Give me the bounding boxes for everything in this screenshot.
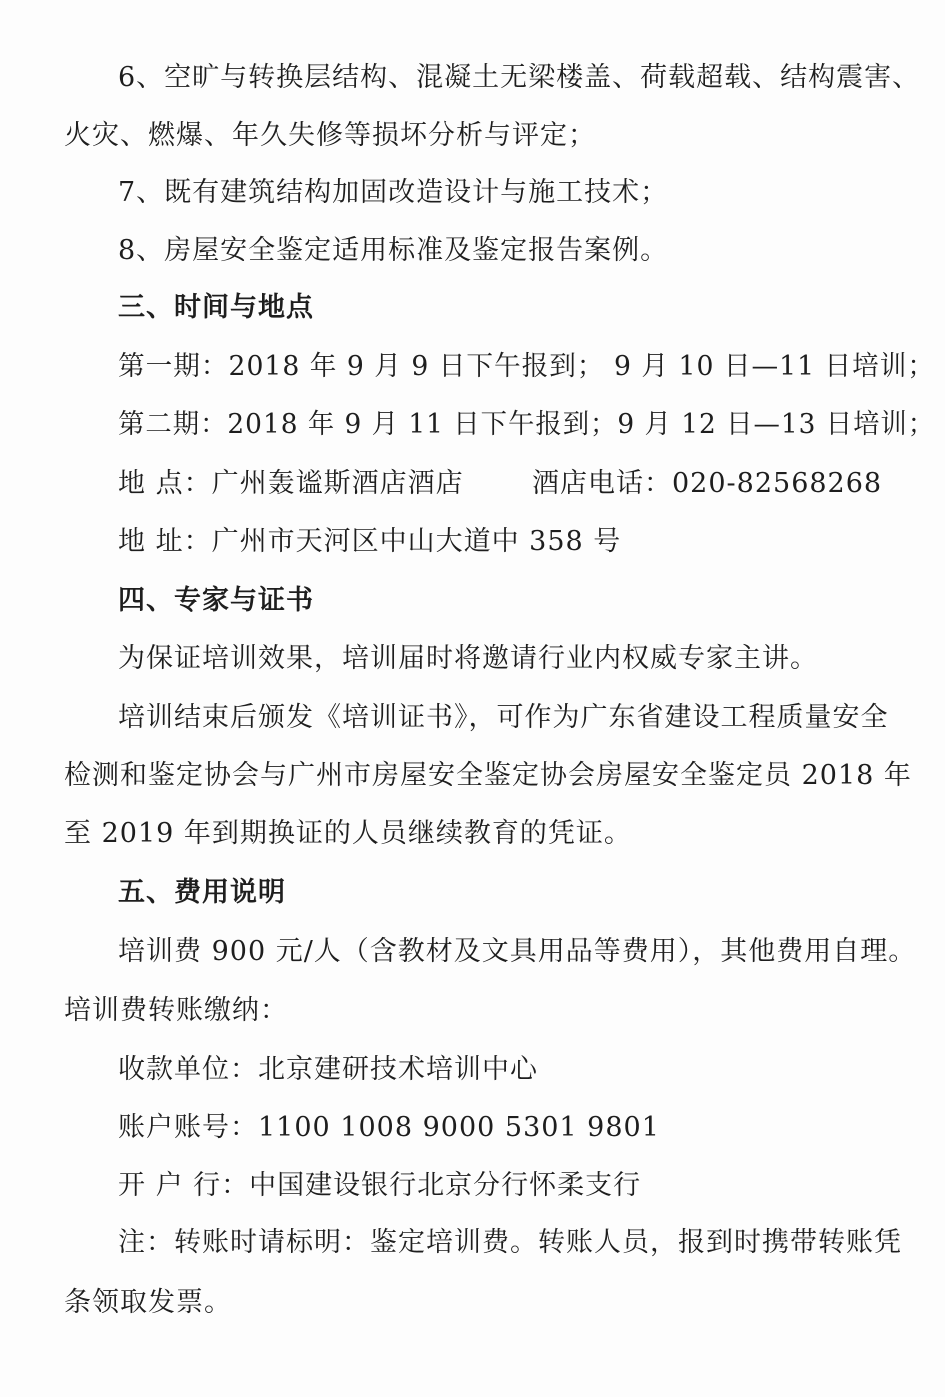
certificate-line-3: 至 2019 年到期换证的人员继续教育的凭证。 xyxy=(64,818,632,849)
certificate-line-1: 培训结束后颁发《培训证书》，可作为广东省建设工程质量安全 xyxy=(118,702,889,733)
section-3-heading: 三、时间与地点 xyxy=(118,292,314,323)
hotel-phone: 酒店电话：020-82568268 xyxy=(532,468,883,499)
item-7: 7、既有建筑结构加固改造设计与施工技术； xyxy=(118,177,669,208)
section-5-heading: 五、费用说明 xyxy=(118,877,286,908)
note-line-1: 注：转账时请标明：鉴定培训费。转账人员，报到时携带转账凭 xyxy=(118,1227,902,1258)
section-4-heading: 四、专家与证书 xyxy=(118,585,314,616)
item-6-line-2: 火灾、燃爆、年久失修等损坏分析与评定； xyxy=(64,120,596,151)
item-6-line-1: 6、空旷与转换层结构、混凝土无梁楼盖、荷载超载、结构震害、 xyxy=(118,62,921,93)
fee-line-2: 培训费转账缴纳： xyxy=(64,995,288,1026)
payee: 收款单位：北京建研技术培训中心 xyxy=(118,1054,538,1085)
fee-line-1: 培训费 900 元/人（含教材及文具用品等费用），其他费用自理。 xyxy=(118,936,917,967)
bank-name: 开 户 行：中国建设银行北京分行怀柔支行 xyxy=(118,1170,642,1201)
phase-1: 第一期：2018 年 9 月 9 日下午报到； 9 月 10 日—11 日培训； xyxy=(118,351,936,382)
expert-line: 为保证培训效果，培训届时将邀请行业内权威专家主讲。 xyxy=(118,643,818,674)
address: 地 址：广州市天河区中山大道中 358 号 xyxy=(118,526,622,557)
certificate-line-2: 检测和鉴定协会与广州市房屋安全鉴定协会房屋安全鉴定员 2018 年 xyxy=(64,760,912,791)
location: 地 点：广州轰谧斯酒店酒店 xyxy=(118,468,464,499)
phase-2: 第二期：2018 年 9 月 11 日下午报到；9 月 12 日—13 日培训； xyxy=(118,409,936,440)
note-line-2: 条领取发票。 xyxy=(64,1287,232,1318)
account-number: 账户账号：1100 1008 9000 5301 9801 xyxy=(118,1112,660,1143)
item-8: 8、房屋安全鉴定适用标准及鉴定报告案例。 xyxy=(118,235,669,266)
